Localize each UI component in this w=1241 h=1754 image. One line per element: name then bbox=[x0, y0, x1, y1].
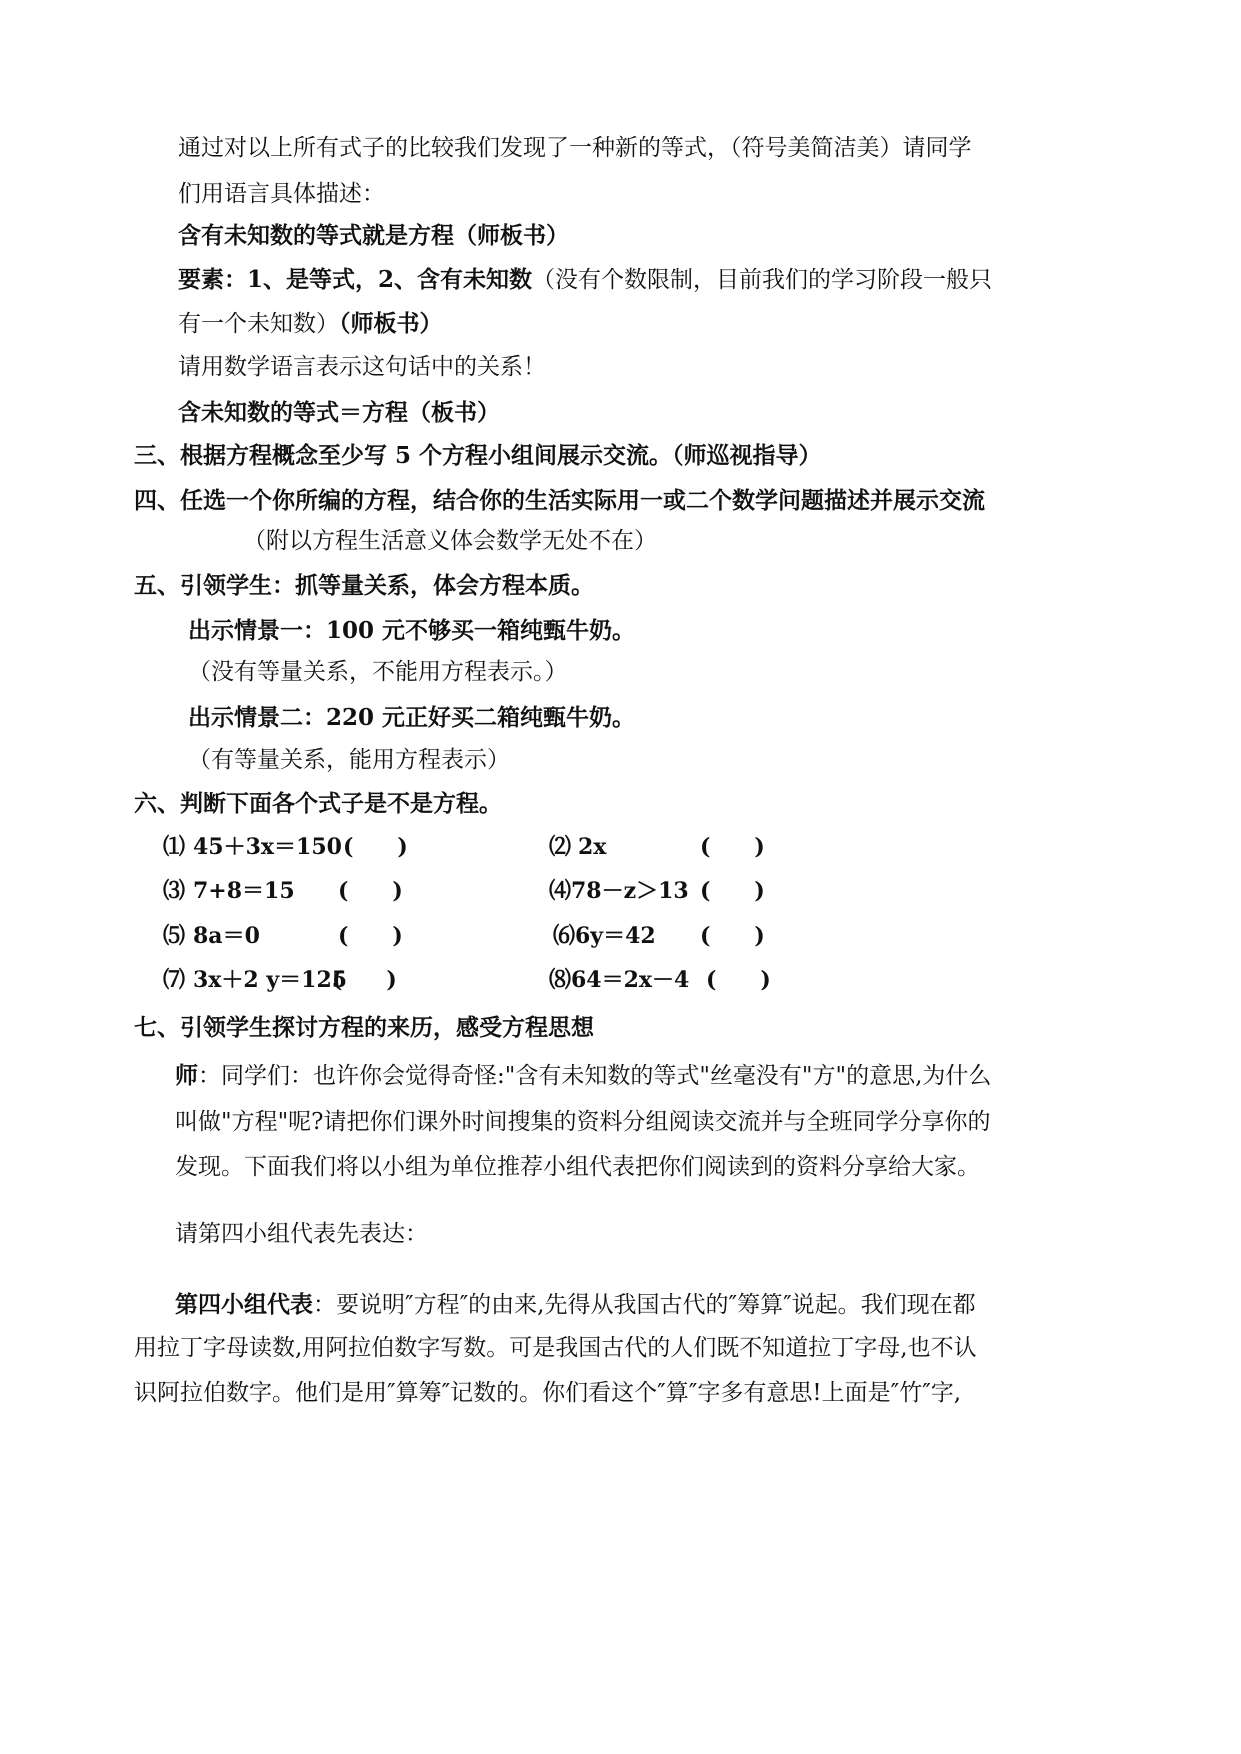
representative-text: ：要说明″方程″的由来,先得从我国古代的″筹算″说起。我们现在都 bbox=[313, 1292, 976, 1318]
exercise-number: ⑶ bbox=[163, 878, 186, 904]
answer-blank[interactable]: ( ) bbox=[332, 967, 397, 993]
exercise-expression: 7+8＝15 bbox=[193, 878, 295, 904]
answer-blank[interactable]: ( ) bbox=[700, 923, 765, 949]
section-5-heading: 五、引领学生：抓等量关系，体会方程本质。 bbox=[134, 572, 594, 599]
exercise-number: ⑻ bbox=[549, 967, 572, 993]
teacher-label: 师 bbox=[175, 1062, 198, 1089]
answer-blank[interactable]: ( ) bbox=[700, 834, 765, 860]
paragraph-line: 们用语言具体描述： bbox=[178, 181, 385, 207]
exercise-expression: 64＝2x－4 bbox=[571, 967, 690, 993]
teacher-line bbox=[175, 1064, 991, 1088]
exercise-expression: 78－z＞13 bbox=[571, 878, 689, 904]
math-language-prompt: 请用数学语言表示这句话中的关系！ bbox=[178, 354, 546, 380]
exercise-number: ⑺ bbox=[163, 967, 186, 993]
section-4-note: （附以方程生活意义体会数学无处不在） bbox=[243, 528, 657, 554]
exercise-number: ⑷ bbox=[549, 878, 572, 904]
representative-line: 用拉丁字母读数,用阿拉伯数字写数。可是我国古代的人们既不知道拉丁字母,也不认 bbox=[134, 1335, 977, 1361]
elements-line-2 bbox=[178, 312, 443, 336]
answer-blank[interactable]: ( ) bbox=[338, 923, 403, 949]
elements-note: （没有个数限制，目前我们的学习阶段一般只 bbox=[532, 267, 993, 293]
exercise-expression: 45＋3x＝150 bbox=[193, 834, 342, 860]
scenario-1: 出示情景一：100 元不够买一箱纯甄牛奶。 bbox=[188, 617, 636, 644]
scenario-1-note: （没有等量关系，不能用方程表示。） bbox=[188, 659, 568, 685]
scenario-2: 出示情景二：220 元正好买二箱纯甄牛奶。 bbox=[188, 704, 636, 731]
exercise-expression: 2x bbox=[578, 834, 607, 860]
representative-label: 第四小组代表 bbox=[175, 1291, 313, 1318]
representative-line bbox=[175, 1293, 976, 1317]
elements-line bbox=[178, 268, 992, 292]
math-language-formula: 含未知数的等式＝方程（板书） bbox=[178, 399, 500, 426]
section-7-heading: 七、引领学生探讨方程的来历，感受方程思想 bbox=[134, 1014, 594, 1041]
answer-blank[interactable]: ( ) bbox=[338, 878, 403, 904]
exercise-expression: 8a＝0 bbox=[193, 923, 260, 949]
exercise-expression: 6y＝42 bbox=[575, 923, 656, 949]
invite-line: 请第四小组代表先表达： bbox=[175, 1221, 428, 1247]
elements-label: 要素：1、是等式，2、含有未知数 bbox=[178, 266, 533, 293]
teacher-line: 叫做"方程"呢?请把你们课外时间搜集的资料分组阅读交流并与全班同学分享你的 bbox=[175, 1109, 991, 1135]
exercise-number: ⑹ bbox=[553, 923, 576, 949]
board-note: （师板书） bbox=[339, 310, 443, 337]
exercise-expression: 3x＋2 y＝125 bbox=[193, 967, 348, 993]
definition-line: 含有未知数的等式就是方程（师板书） bbox=[178, 222, 569, 249]
exercise-number: ⑸ bbox=[163, 923, 186, 949]
answer-blank[interactable]: ( ) bbox=[700, 878, 765, 904]
section-3-heading: 三、根据方程概念至少写 5 个方程小组间展示交流。（师巡视指导） bbox=[134, 442, 822, 469]
exercise-number: ⑴ bbox=[163, 834, 186, 860]
paragraph-line: 通过对以上所有式子的比较我们发现了一种新的等式，（符号美简洁美）请同学 bbox=[178, 135, 972, 161]
teacher-line: 发现。下面我们将以小组为单位推荐小组代表把你们阅读到的资料分享给大家。 bbox=[175, 1154, 980, 1180]
section-6-heading: 六、判断下面各个式子是不是方程。 bbox=[134, 790, 502, 817]
teacher-text: ：同学们：也许你会觉得奇怪:"含有未知数的等式"丝毫没有"方"的意思,为什么 bbox=[198, 1063, 992, 1089]
exercise-number: ⑵ bbox=[549, 834, 572, 860]
section-4-heading: 四、任选一个你所编的方程，结合你的生活实际用一或二个数学问题描述并展示交流 bbox=[134, 487, 985, 514]
answer-blank[interactable]: ( ) bbox=[706, 967, 771, 993]
elements-note-cont: 有一个未知数） bbox=[178, 311, 339, 337]
scenario-2-note: （有等量关系，能用方程表示） bbox=[188, 747, 510, 773]
representative-line: 识阿拉伯数字。他们是用″算筹″记数的。你们看这个″算″字多有意思!上面是″竹″字, bbox=[134, 1380, 962, 1406]
answer-blank[interactable]: ( ) bbox=[343, 834, 408, 860]
